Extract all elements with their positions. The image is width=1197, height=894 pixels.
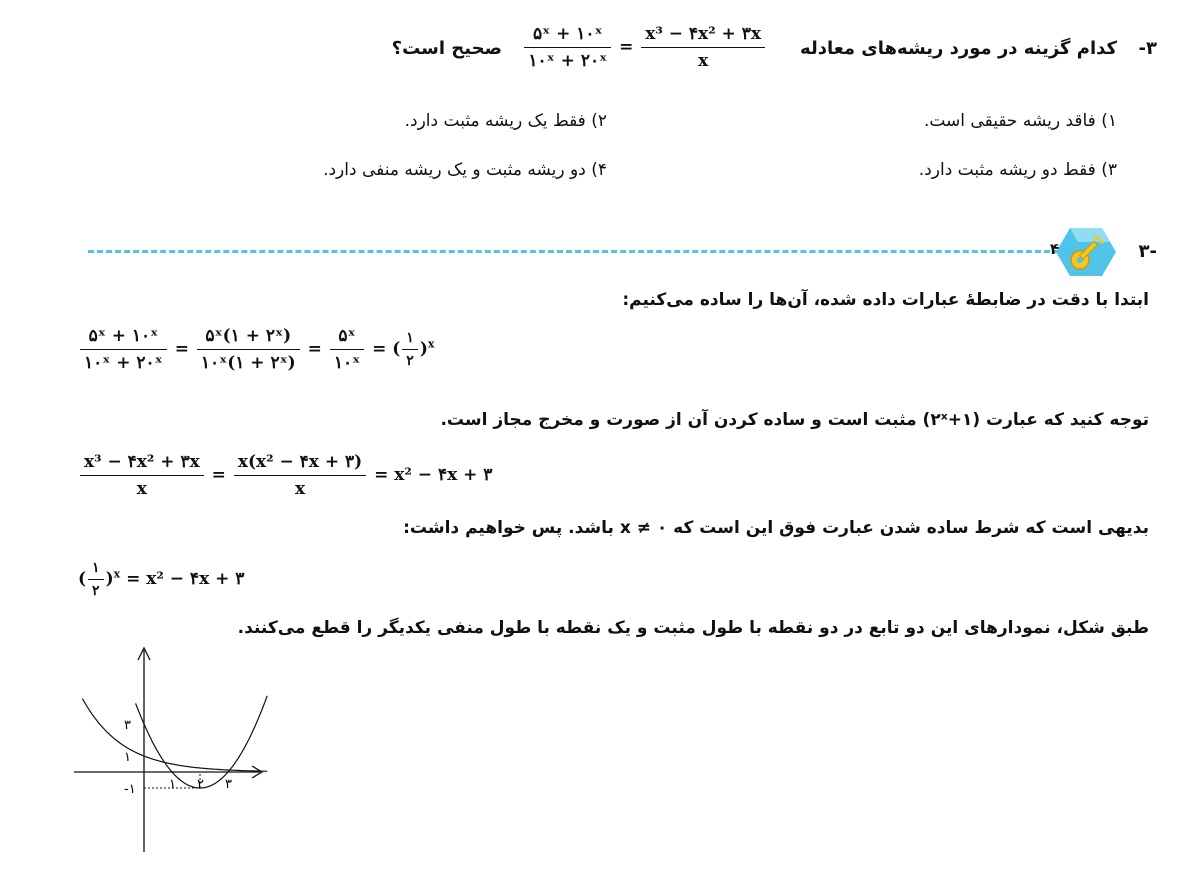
option-2[interactable]: ۲) فقط یک ریشه مثبت دارد.: [404, 111, 607, 131]
exponential-curve: [82, 699, 267, 772]
question-text-after: صحیح است؟: [391, 38, 502, 59]
key-icon: [1050, 224, 1116, 280]
question-equation: $\frac{\text{۵ˣ + ۱۰ˣ}}{\text{۱۰ˣ + ۲۰ˣ}}$ = $\frac{\text{x³ − ۴x² + ۳x}}{x}$: [522, 24, 767, 71]
answer-divider: [88, 250, 1068, 253]
solution-line-3: بدیهی است که شرط ساده شدن عبارت فوق این است که x ≠ ۰ باشد. پس خواهیم داشت:: [403, 518, 1149, 538]
x-tick-label: ۱: [169, 777, 176, 792]
question-number: ۳-: [1138, 38, 1157, 59]
y-tick-label: -۱: [124, 782, 136, 797]
option-4[interactable]: ۴) دو ریشه مثبت و یک ریشه منفی دارد.: [323, 160, 607, 180]
solution-line-4: طبق شکل، نمودارهای این دو تابع در دو نقطه با طول مثبت و یک نقطه با طول منفی یکدیگر را قطع می‌کنند.: [237, 618, 1149, 638]
solution-equation-2: $\frac{\text{x³ − ۴x² + ۳x}}{x}$ = $\frac{\text{x(x² − ۴x + ۳)}}{x}$ = x² − ۴x + ۳: [78, 452, 492, 499]
solution-equation-1: $\frac{\text{۵ˣ + ۱۰ˣ}}{\text{۱۰ˣ + ۲۰ˣ}}$ = $\frac{\text{۵ˣ(۱ + ۲ˣ)}}{\text{۱۰ˣ(۱ + ۲ˣ)}}$ = $\frac{\text{۵ˣ}}{\text{۱۰ˣ}}$ = ( $\frac{۱}{۲}$ )$^x$: [78, 326, 434, 373]
y-tick-label: ۱: [124, 750, 131, 765]
question-fraction-left: $\frac{\text{۵ˣ + ۱۰ˣ}}{\text{۱۰ˣ + ۲۰ˣ}}$: [524, 24, 611, 71]
x-tick-label: ۲: [197, 777, 204, 792]
x-tick-label: ۳: [225, 777, 232, 792]
solution-equation-3: ( $\frac{۱}{۲}$ )$^x$ = x² − ۴x + ۳: [78, 560, 245, 599]
solution-line-2: توجه کنید که عبارت (۱+۲ˣ) مثبت است و ساده کردن آن از صورت و مخرج مجاز است.: [440, 410, 1149, 430]
option-1[interactable]: ۱) فاقد ریشه حقیقی است.: [923, 111, 1117, 131]
question-text-before: کدام گزینه در مورد ریشه‌های معادله: [800, 38, 1117, 59]
option-3[interactable]: ۳) فقط دو ریشه مثبت دارد.: [918, 160, 1117, 180]
question-header: [357, 14, 1157, 84]
answer-number: ۳-: [1138, 241, 1157, 262]
y-tick-label: ۳: [124, 718, 131, 733]
parabola-curve: [136, 696, 268, 788]
question-fraction-right: $\frac{\text{x³ − ۴x² + ۳x}}{x}$: [641, 24, 765, 71]
answer-key-badge: [1050, 224, 1116, 280]
solution-line-1: ابتدا با دقت در ضابطهٔ عبارات داده شده، آن‌ها را ساده می‌کنیم:: [622, 290, 1149, 310]
answer-key-number: ۴: [1050, 240, 1060, 258]
function-graph: [60, 640, 280, 860]
